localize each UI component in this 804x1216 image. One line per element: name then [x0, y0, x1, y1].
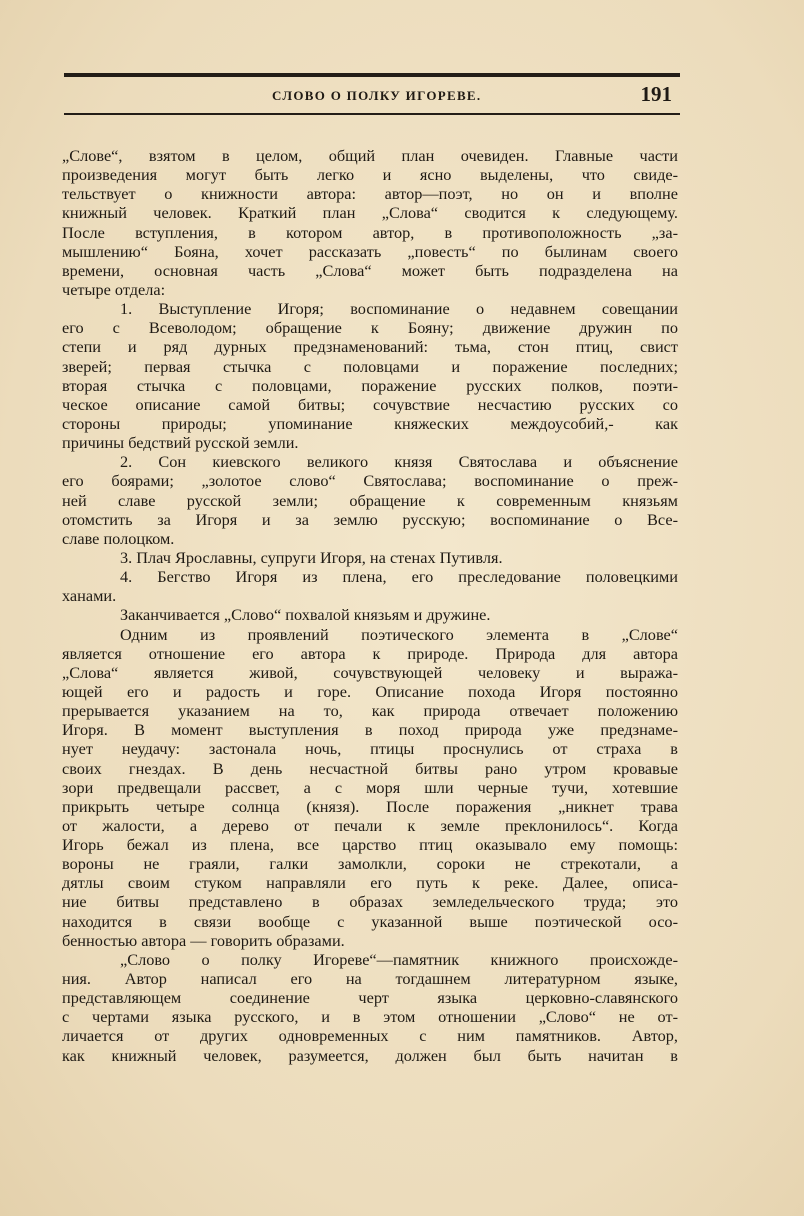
- text-line: славе полоцком.: [62, 528, 175, 548]
- text-line: „Слово о полку Игореве“—памятник книжного происхожде-: [120, 949, 678, 969]
- body-text: [62, 146, 678, 1065]
- header-rule-top: [64, 73, 680, 77]
- header-rule-bottom: [64, 113, 680, 115]
- text-line: мышлению“ Бояна, хочет рассказать „повесть“ по былинам своего: [62, 241, 678, 261]
- text-line: „Слова“ является живой, сочувствующей человеку и выража-: [62, 662, 678, 682]
- text-line: является отношение его автора к природе. Природа для автора: [62, 643, 678, 663]
- text-line: Игоря. В момент выступления в поход природа уже предзнаме-: [62, 720, 678, 740]
- text-line: степи и ряд дурных предзнаменований: тьма, стон птиц, свист: [62, 337, 678, 357]
- text-line: 4. Бегство Игоря из плена, его преследование половецкими: [120, 567, 678, 587]
- text-line: причины бедствий русской земли.: [62, 433, 299, 453]
- text-line: от жалости, а дерево от печали к земле преклонилось“. Когда: [62, 815, 678, 835]
- text-line: нует неудачу: застонала ночь, птицы проснулись от страха в: [62, 739, 678, 759]
- text-line: Заканчивается „Слово“ похвалой князьям и дружине.: [120, 605, 491, 625]
- text-line: ние битвы представлено в образах земледельческого труда; это: [62, 892, 678, 912]
- text-line: зверей; первая стычка с половцами и поражение последних;: [62, 356, 678, 376]
- text-line: стороны природы; упоминание княжеских междоусобий,- как: [62, 413, 678, 433]
- text-line: ханами.: [62, 586, 117, 606]
- text-line: зори предвещали рассвет, а с моря шли черные тучи, хотевшие: [62, 777, 678, 797]
- text-line: личается от других одновременных с ним памятников. Автор,: [62, 1026, 678, 1046]
- text-line: времени, основная часть „Слова“ может быть подразделена на: [62, 260, 678, 280]
- text-line: 3. Плач Ярославны, супруги Игоря, на стенах Путивля.: [120, 547, 503, 567]
- text-line: произведения могут быть легко и ясно выделены, что свиде-: [62, 165, 678, 185]
- text-line: ческое описание самой битвы; сочувствие несчастию русских со: [62, 394, 678, 414]
- text-line: вороны не граяли, галки замолкли, сороки не стрекотали, а: [62, 854, 678, 874]
- text-line: бенностью автора — говорить образами.: [62, 930, 345, 950]
- text-line: как книжный человек, разумеется, должен был быть начитан в: [62, 1045, 678, 1065]
- text-line: 1. Выступление Игоря; воспоминание о недавнем совещании: [120, 299, 678, 319]
- text-line: представляющем соединение черт языка церковно-славянского: [62, 988, 678, 1008]
- text-line: 2. Сон киевского великого князя Святослава и объяснение: [120, 452, 678, 472]
- text-line: ния. Автор написал его на тогдашнем литературном языке,: [62, 969, 678, 989]
- text-line: дятлы своим стуком направляли его путь к реке. Далее, описа-: [62, 873, 678, 893]
- page-number: 191: [640, 82, 672, 106]
- text-line: ющей его и радость и горе. Описание похода Игоря постоянно: [62, 681, 678, 701]
- text-line: находится в связи вообще с указанной выше поэтической осо-: [62, 911, 678, 931]
- text-line: Одним из проявлений поэтического элемента в „Слове“: [120, 624, 678, 644]
- text-line: тельствует о книжности автора: автор—поэт, но он и вполне: [62, 184, 678, 204]
- text-line: его боярами; „золотое слово“ Святослава; воспоминание о преж-: [62, 471, 678, 491]
- text-line: вторая стычка с половцами, поражение русских полков, поэти-: [62, 375, 678, 395]
- text-line: прикрыть четыре солнца (князя). После поражения „никнет трава: [62, 796, 678, 816]
- text-line: четыре отдела:: [62, 279, 166, 299]
- text-line: Игорь бежал из плена, все царство птиц оказывало ему помощь:: [62, 835, 678, 855]
- text-line: его с Всеволодом; обращение к Бояну; движение дружин по: [62, 318, 678, 338]
- text-line: „Слове“, взятом в целом, общий план очевиден. Главные части: [62, 146, 678, 165]
- text-line: с чертами языка русского, и в этом отношении „Слово“ не от-: [62, 1007, 678, 1027]
- text-line: книжный человек. Краткий план „Слова“ сводится к следующему.: [62, 203, 678, 223]
- text-line: прерывается указанием на то, как природа отвечает положению: [62, 701, 678, 721]
- text-line: отомстить за Игоря и за землю русскую; воспоминание о Все-: [62, 509, 678, 529]
- text-line: ней славе русской земли; обращение к современным князьям: [62, 490, 678, 510]
- running-title: СЛОВО О ПОЛКУ ИГОРЕВЕ.: [272, 88, 482, 103]
- page-header: [64, 82, 680, 108]
- text-line: своих гнездах. В день несчастной битвы рано утром кровавые: [62, 758, 678, 778]
- text-line: После вступления, в котором автор, в противоположность „за-: [62, 222, 678, 242]
